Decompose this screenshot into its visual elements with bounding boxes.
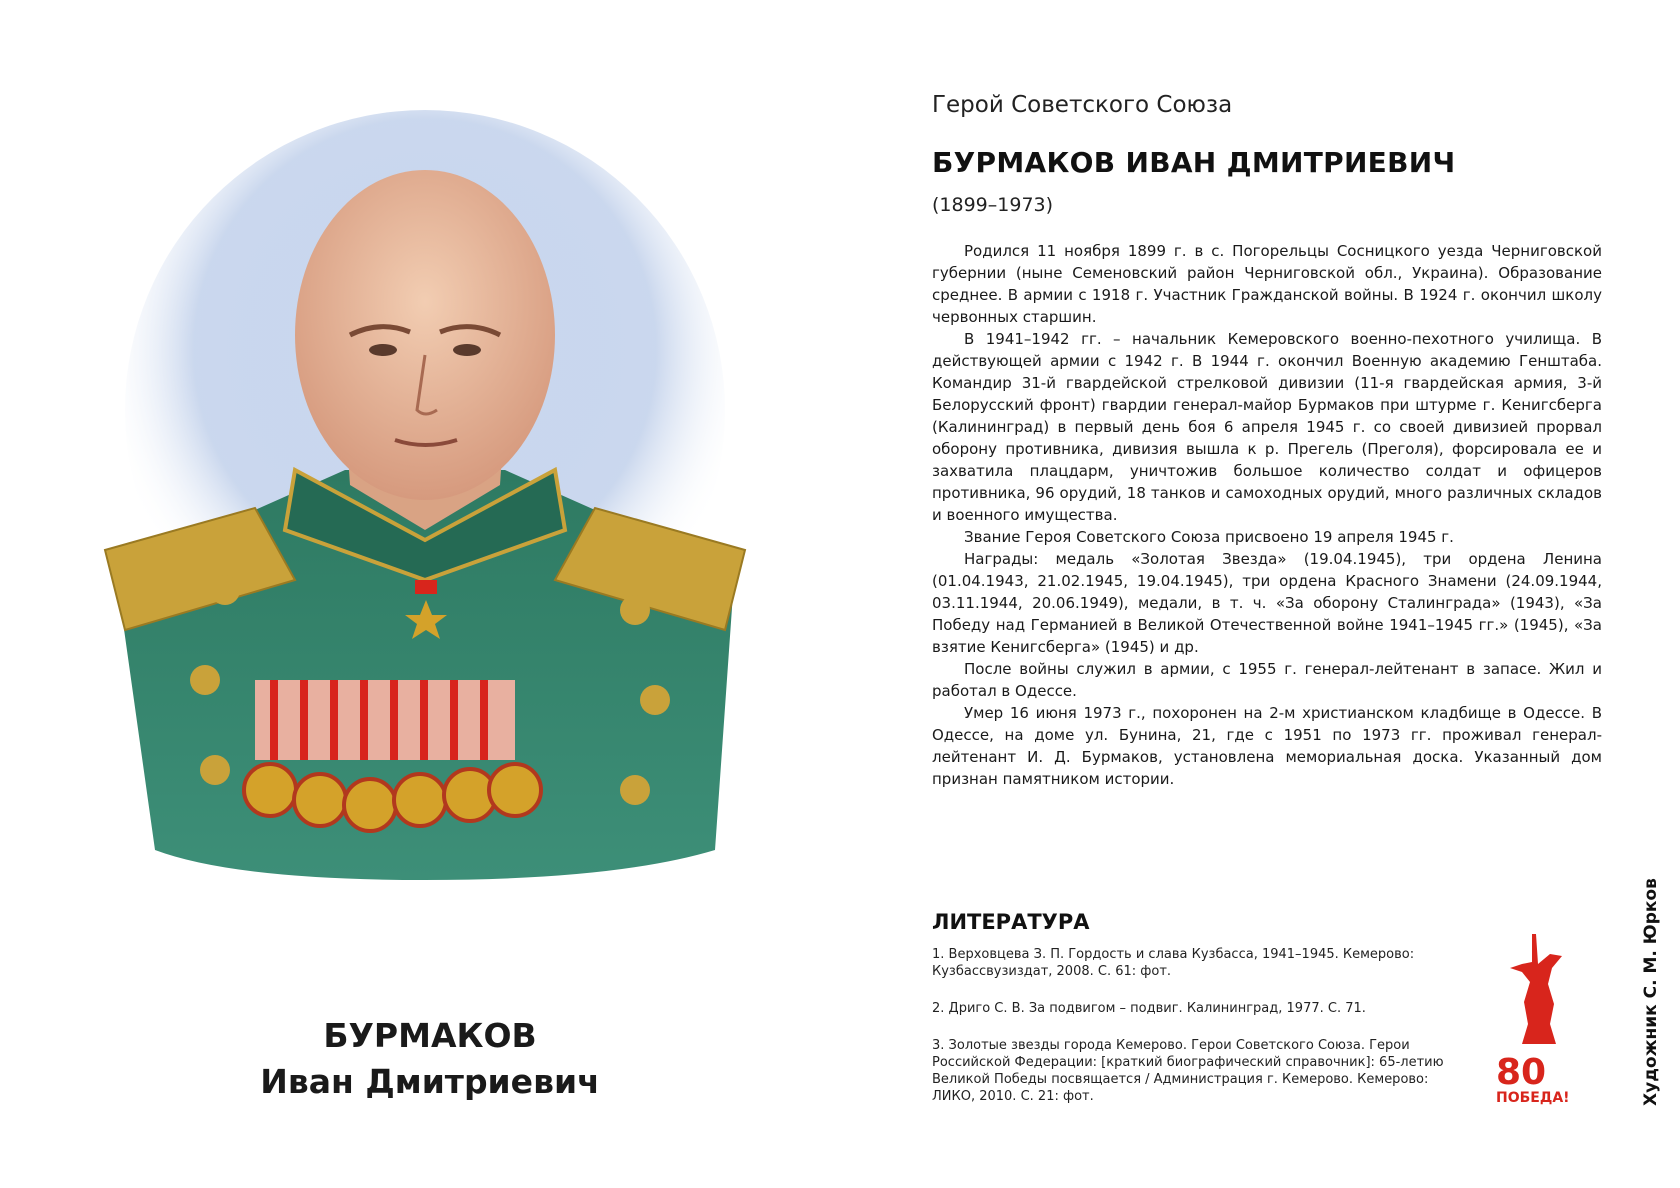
artist-name: Художник С. М. Юрков (1641, 878, 1661, 1106)
portrait-illustration (95, 110, 755, 970)
biography (932, 240, 1602, 790)
victory-80-logo-icon (1492, 924, 1584, 1106)
literature-heading: ЛИТЕРАТУРА (932, 910, 1090, 934)
caption-given-name: Иван Дмитриевич (260, 1062, 600, 1101)
bio-paragraph: Умер 16 июня 1973 г., похоронен на 2-м христианском кладбище в Одессе. В Одессе, на доме ул. Бунина, 21, где с 1951 по 1973 гг. проживал генерал-лейтенант И. Д. Бурмаков, установлена мемориальная доска. Указанный дом признан памятником истории. (932, 704, 1602, 788)
bio-paragraph: Награды: медаль «Золотая Звезда» (19.04.1945), три ордена Ленина (01.04.1943, 21.02.1945, 19.04.1945), три ордена Красного Знамени (24.09.1944, 03.11.1944, 20.06.1949), медали, в т. ч. «За оборону Сталинграда» (1943), «За Победу над Германией в Великой Отечественной войне 1941–1945 гг.» (1945), «За взятие Кенигсберга» (1945) и др. (932, 550, 1602, 656)
bio-paragraph: Звание Героя Советского Союза присвоено 19 апреля 1945 г. (964, 528, 1454, 546)
artist-credit (1639, 876, 1667, 1106)
literature-list (932, 946, 1452, 1125)
right-page (840, 0, 1680, 1188)
logo-text: ПОБЕДА! (1496, 1090, 1570, 1106)
caption-surname: БУРМАКОВ (323, 1016, 537, 1055)
subtitle: Герой Советского Союза (932, 92, 1233, 118)
page-title: БУРМАКОВ ИВАН ДМИТРИЕВИЧ (932, 146, 1456, 179)
bio-paragraph: После войны служил в армии, с 1955 г. генерал-лейтенант в запасе. Жил и работал в Одессе. (932, 660, 1602, 700)
bio-paragraph: Родился 11 ноября 1899 г. в с. Погорельцы Сосницкого уезда Черниговской губернии (ныне Семеновский район Черниговской обл., Украина). Образование среднее. В армии с 1918 г. Участник Гражданской войны. В 1924 г. окончил школу червонных старшин. (932, 242, 1602, 326)
logo-number: 80 (1496, 1052, 1547, 1093)
life-years: (1899–1973) (932, 194, 1054, 216)
literature-item: 1. Верховцева З. П. Гордость и слава Кузбасса, 1941–1945. Кемерово: Кузбассвузиздат, 2008. С. 61: фот. (932, 947, 1415, 979)
literature-item: 3. Золотые звезды города Кемерово. Герои Советского Союза. Герои Российской Федерации: [краткий биографический справочник]: 65-летию Великой Победы посвящается / Администрация г. Кемерово. Кемерово: ЛИКО, 2010. С. 21: фот. (932, 1038, 1444, 1104)
literature-item: 2. Дриго С. В. За подвигом – подвиг. Калининград, 1977. С. 71. (932, 1001, 1366, 1016)
bio-paragraph: В 1941–1942 гг. – начальник Кемеровского военно-пехотного училища. В действующей армии с 1942 г. В 1944 г. окончил Военную академию Генштаба. Командир 31-й гвардейской стрелковой дивизии (11-я гвардейская армия, 3-й Белорусский фронт) гвардии генерал-майор Бурмаков при штурме г. Кенигсберга (Калининград) в первый день боя 6 апреля 1945 г. со своей дивизией прорвал оборону противника, дивизия вышла к р. Прегель (Преголя), форсировала ее и захватила плацдарм, уничтожив большое количество солдат и офицеров противника, 96 орудий, 18 танков и самоходных орудий, много различных складов и военного имущества. (932, 330, 1602, 524)
